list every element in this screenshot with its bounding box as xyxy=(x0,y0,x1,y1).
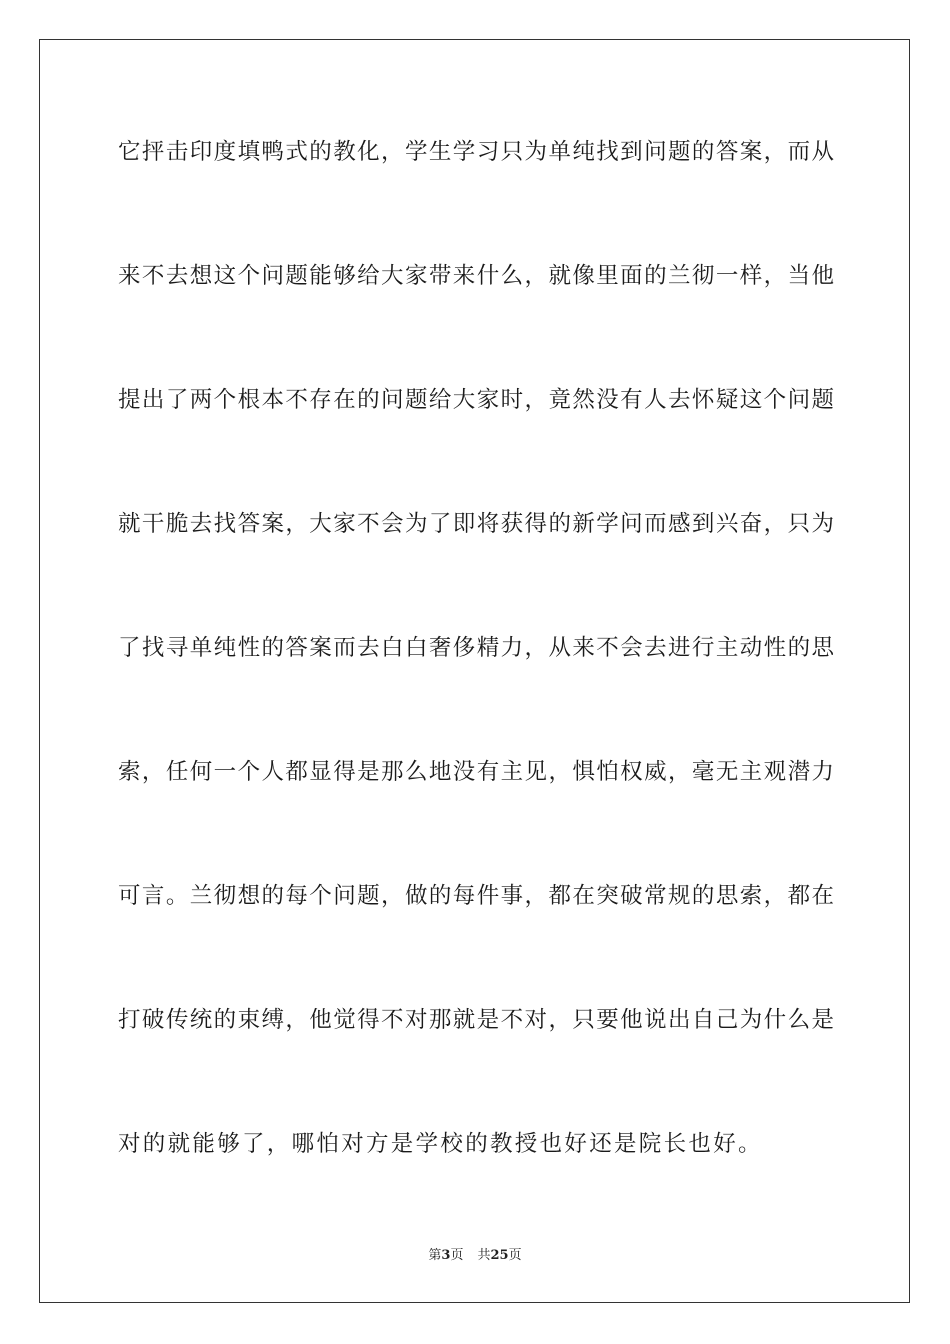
text-line: 了找寻单纯性的答案而去白白奢侈精力，从来不会去进行主动性的思 xyxy=(118,635,834,661)
text-line: 它抨击印度填鸭式的教化，学生学习只为单纯找到问题的答案，而从 xyxy=(118,139,834,165)
total-pages: 25 xyxy=(490,1248,509,1263)
text-line: 提出了两个根本不存在的问题给大家时，竟然没有人去怀疑这个问题 xyxy=(118,387,834,413)
total-suffix: 页 xyxy=(508,1248,522,1263)
text-line: 对的就能够了，哪怕对方是学校的教授也好还是院长也好。 xyxy=(118,1131,763,1157)
text-line: 索，任何一个人都显得是那么地没有主见，惧怕权威，毫无主观潜力 xyxy=(118,759,834,785)
page-prefix: 第 xyxy=(428,1248,442,1263)
text-line: 打破传统的束缚，他觉得不对那就是不对，只要他说出自己为什么是 xyxy=(118,1007,834,1033)
total-prefix: 共 xyxy=(477,1248,491,1263)
page-number: 3 xyxy=(441,1248,451,1263)
text-line: 可言。兰彻想的每个问题，做的每件事，都在突破常规的思索，都在 xyxy=(118,883,834,909)
page-footer xyxy=(0,1247,950,1265)
text-line: 来不去想这个问题能够给大家带来什么，就像里面的兰彻一样，当他 xyxy=(118,263,834,289)
body-text xyxy=(118,126,834,1242)
text-line: 就干脆去找答案，大家不会为了即将获得的新学问而感到兴奋，只为 xyxy=(118,511,834,537)
page-suffix: 页 xyxy=(450,1248,464,1263)
